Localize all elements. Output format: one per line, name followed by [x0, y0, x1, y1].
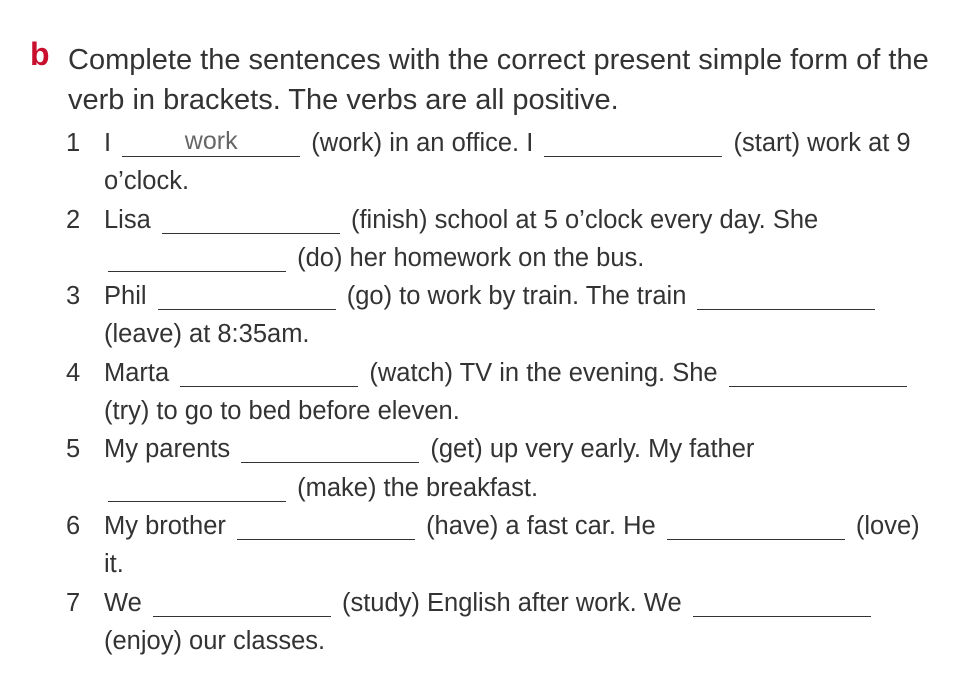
sentence-text: My parents [104, 435, 231, 464]
sentence-text: (start) work at 9 o’clock. [104, 129, 911, 196]
sentence-text: (enjoy) our classes. [104, 626, 326, 655]
answer-blank[interactable] [697, 281, 875, 310]
example-answer: work [184, 127, 238, 155]
sentence-text: (study) English after work. We [341, 588, 682, 617]
item-number: 4 [66, 358, 81, 387]
sentence-item-7 [0, 584, 924, 661]
sentence-text: (work) in an office. I [311, 129, 534, 157]
sentence-item-1 [0, 124, 924, 201]
answer-blank[interactable] [729, 358, 907, 387]
sentence-text: Lisa [104, 205, 151, 234]
answer-blank[interactable] [108, 473, 286, 502]
sentence-text: My brother [104, 511, 226, 540]
sentence-text: I [104, 129, 112, 157]
item-number: 3 [66, 282, 81, 311]
item-number: 5 [66, 435, 81, 464]
answer-blank[interactable] [544, 128, 722, 157]
sentence-text: (do) her homework on the bus. [297, 243, 645, 272]
answer-blank[interactable] [162, 205, 340, 234]
sentence-item-2 [0, 201, 924, 278]
answer-blank[interactable] [241, 434, 419, 463]
sentence-text: (get) up very early. My father [430, 435, 755, 464]
sentence-text: (make) the breakfast. [297, 473, 539, 502]
answer-blank[interactable] [108, 243, 286, 272]
sentence-text: (have) a fast car. He [426, 511, 656, 540]
sentence-item-3 [0, 277, 924, 354]
answer-blank[interactable] [180, 358, 358, 387]
sentence-text: (love) it. [104, 511, 920, 579]
sentence-item-4 [0, 354, 924, 431]
answer-blank[interactable] [122, 128, 300, 157]
sentence-text: Marta [104, 358, 170, 387]
exercise-letter: b [30, 36, 50, 72]
answer-blank[interactable] [153, 588, 331, 617]
answer-blank[interactable] [693, 588, 871, 617]
sentence-text: (finish) school at 5 o’clock every day. She [350, 205, 819, 234]
answer-blank[interactable] [237, 511, 415, 540]
answer-blank[interactable] [158, 281, 336, 310]
sentence-text: (leave) at 8:35am. [104, 320, 310, 349]
sentence-text: (try) to go to bed before eleven. [104, 397, 460, 426]
sentence-text: (go) to work by train. The train [346, 282, 687, 311]
item-number: 7 [66, 588, 81, 617]
item-number: 1 [66, 129, 81, 157]
sentence-item-6 [0, 507, 924, 584]
sentence-item-5 [0, 430, 924, 507]
sentence-text: We [104, 588, 142, 617]
exercise-instructions: Complete the sentences with the correct present simple form of the verb in brackets. The verbs are all positive. [68, 44, 929, 116]
item-number: 2 [66, 205, 81, 234]
sentence-text: (watch) TV in the evening. She [369, 358, 718, 387]
answer-blank[interactable] [667, 511, 845, 540]
item-number: 6 [66, 511, 81, 540]
sentence-text: Phil [104, 282, 147, 311]
sentence-list [0, 124, 969, 660]
